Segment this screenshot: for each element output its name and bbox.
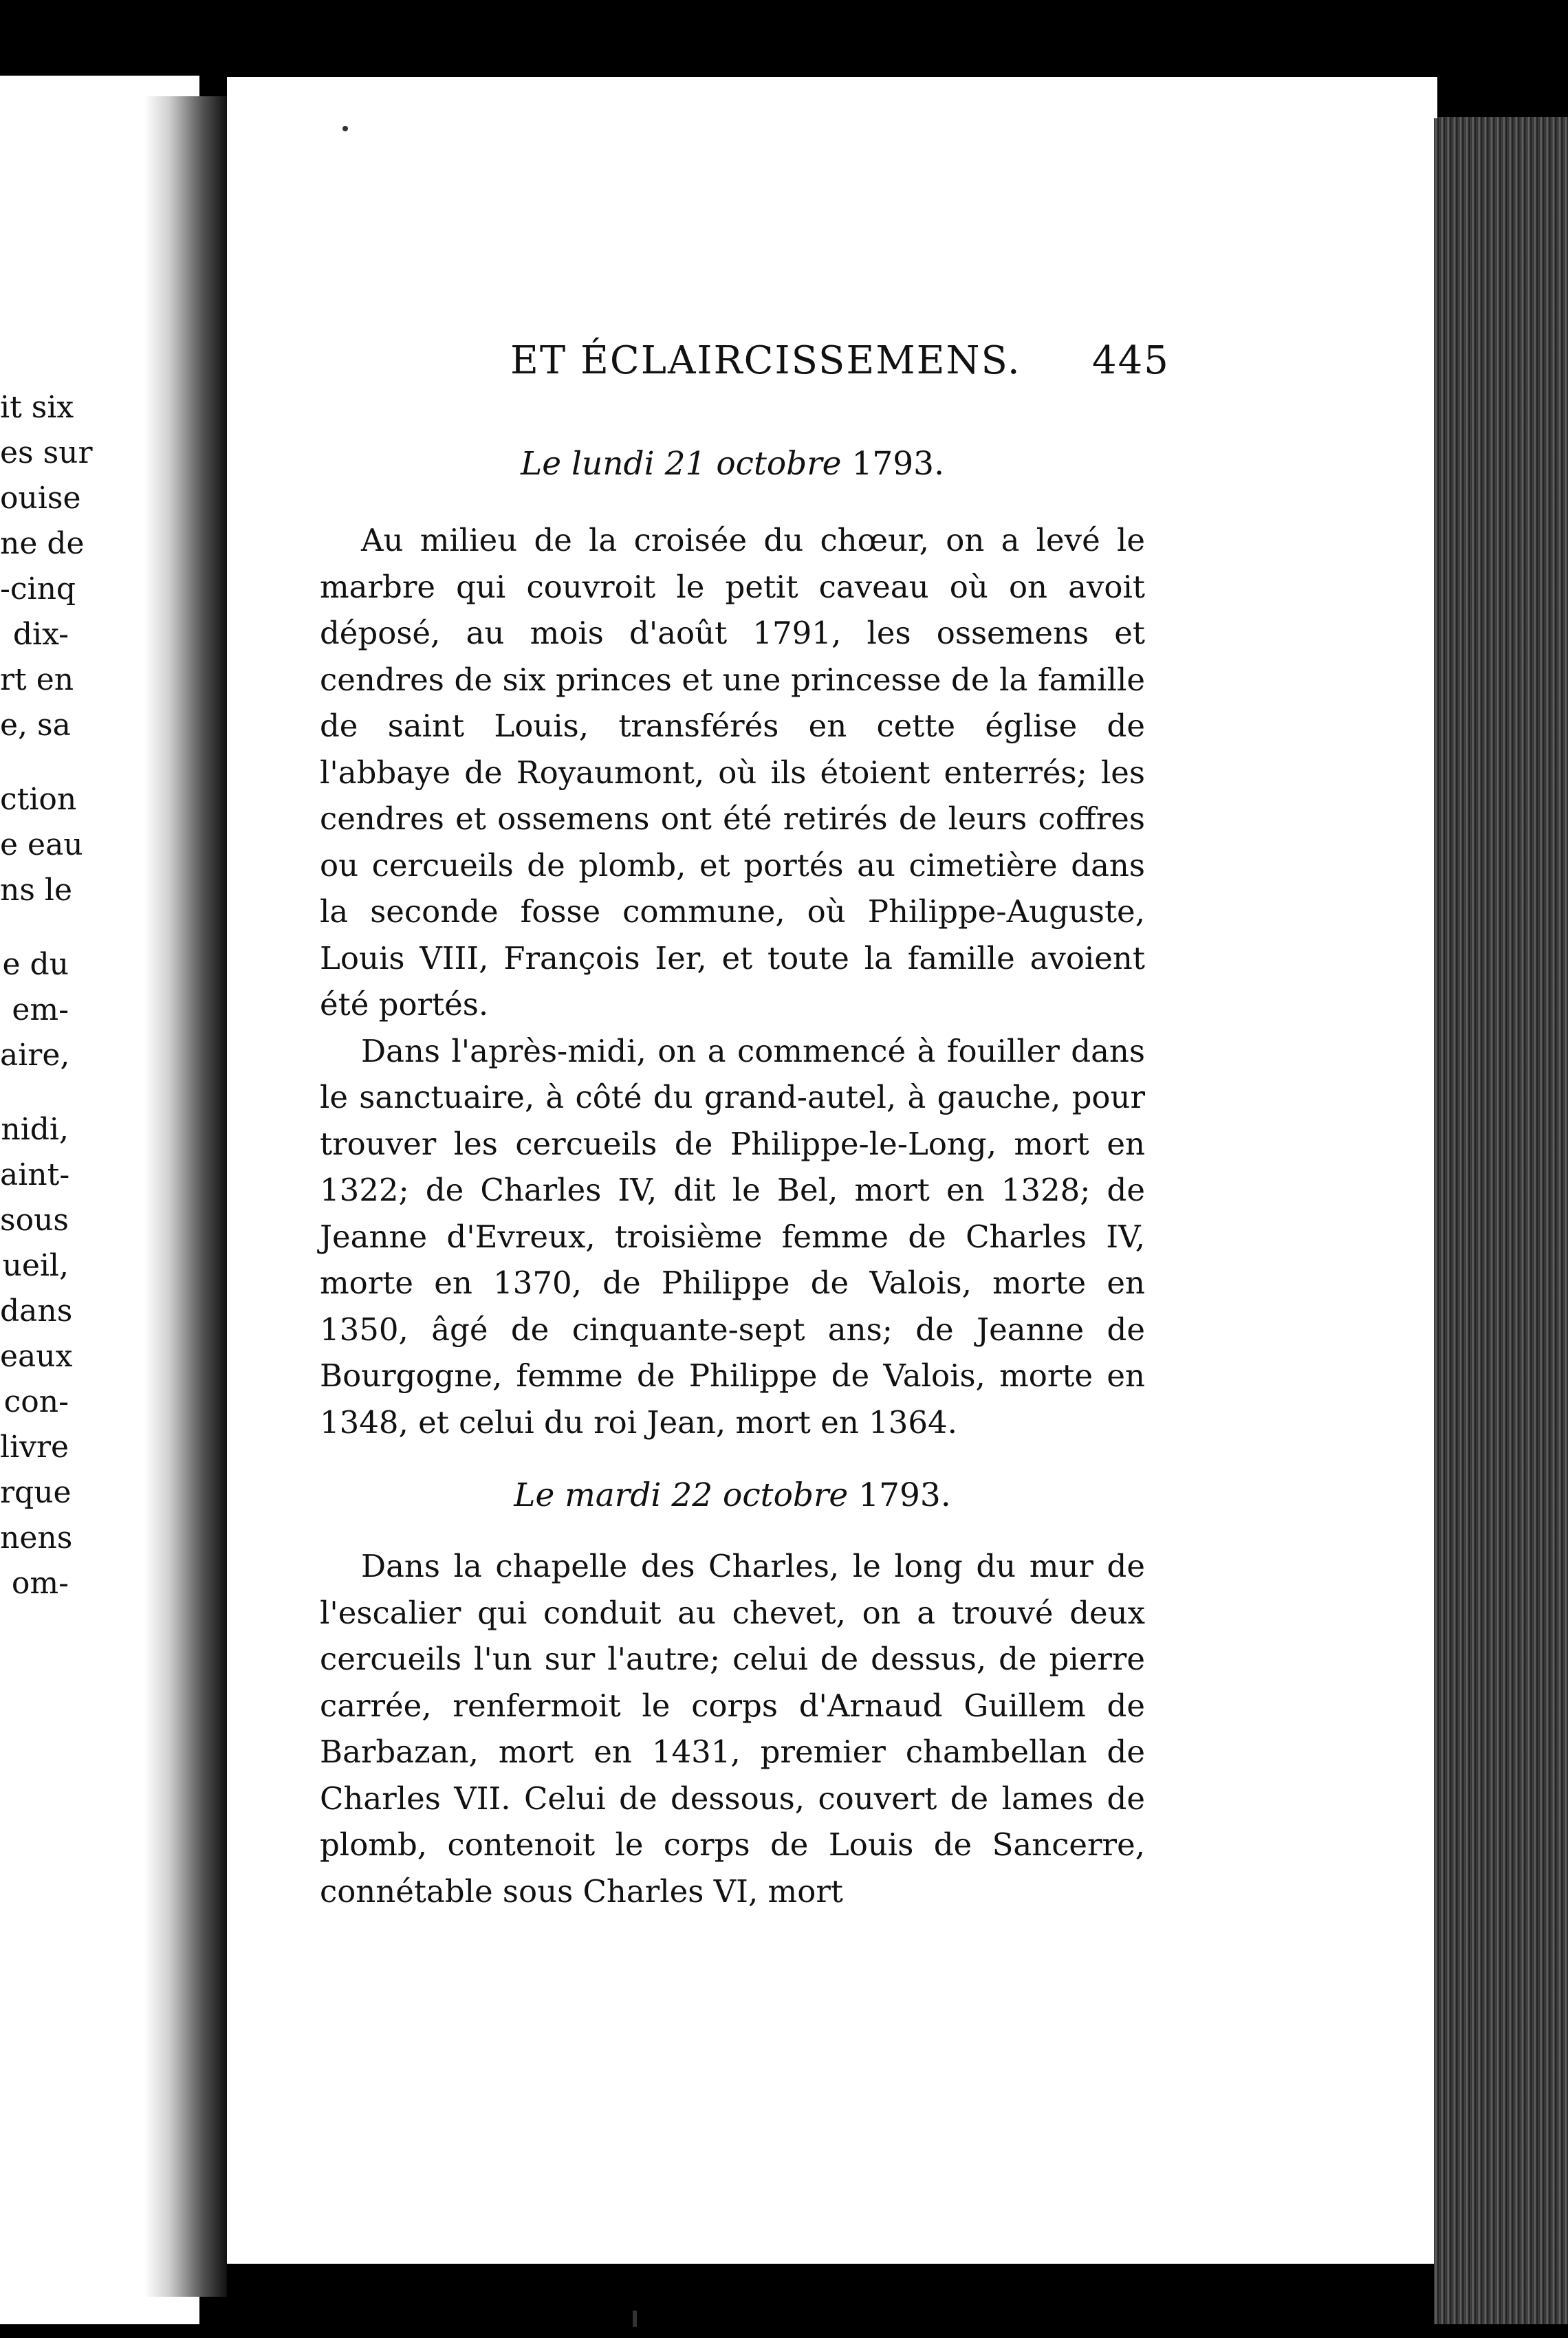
page-top bbox=[234, 77, 1437, 118]
left-fragment: -cinq bbox=[0, 571, 76, 607]
page-body bbox=[320, 440, 1145, 1914]
left-fragment: aint- bbox=[0, 1157, 70, 1192]
left-fragment: ne de bbox=[0, 526, 85, 561]
left-fragment: sous bbox=[0, 1203, 69, 1238]
left-fragment: em- bbox=[12, 992, 69, 1027]
left-fragment: nidi, bbox=[1, 1112, 69, 1147]
left-fragment: aire, bbox=[0, 1038, 70, 1073]
date-year: 1793. bbox=[858, 1476, 951, 1514]
speck bbox=[342, 126, 348, 131]
left-fragment: rque bbox=[0, 1475, 72, 1510]
left-fragment: ouise bbox=[0, 481, 81, 516]
left-fragment: e du bbox=[2, 947, 69, 982]
left-fragment: om- bbox=[11, 1566, 69, 1601]
left-fragment: ns le bbox=[0, 873, 73, 908]
left-fragment: e, sa bbox=[0, 708, 71, 743]
left-fragment: it six bbox=[0, 390, 74, 425]
page-number: 445 bbox=[1092, 338, 1170, 383]
left-fragment: ueil, bbox=[2, 1248, 69, 1283]
left-fragment: e eau bbox=[0, 827, 83, 862]
date-year: 1793. bbox=[851, 445, 945, 483]
left-page-text bbox=[0, 385, 93, 1606]
left-gap bbox=[0, 1078, 69, 1107]
left-gap bbox=[0, 913, 69, 942]
left-fragment: es sur bbox=[0, 435, 93, 470]
left-fragment: dix- bbox=[12, 617, 69, 652]
book-gutter bbox=[144, 96, 227, 2297]
left-fragment: livre bbox=[0, 1430, 69, 1465]
paragraph: Dans la chapelle des Charles, le long du mur de l'escalier qui conduit au chevet, on a trouvé deux cercueils l'un sur l'autre; celui de dessus, de pierre carrée, renfermoit le corps d'Arnaud Guillem de Barbazan, mort en 1431, premier chambellan de Charles VII. Celui de dessous, couvert de lames de plomb, contenoit le corps de Louis de Sancerre, connétable sous Charles VI, mort bbox=[320, 1548, 1145, 1910]
date-text: Le mardi 22 octobre bbox=[514, 1476, 849, 1514]
speck bbox=[633, 2310, 637, 2327]
left-fragment: nens bbox=[0, 1520, 73, 1555]
section-date bbox=[320, 1472, 1145, 1520]
left-fragment: rt en bbox=[0, 662, 74, 697]
left-gap bbox=[0, 748, 69, 777]
left-fragment: con- bbox=[3, 1384, 69, 1419]
left-fragment: ction bbox=[0, 782, 77, 817]
page-edges bbox=[1434, 117, 1568, 2324]
running-title: ET ÉCLAIRCISSEMENS. bbox=[510, 338, 1021, 383]
date-text: Le lundi 21 octobre bbox=[520, 445, 842, 483]
left-fragment: dans bbox=[0, 1293, 73, 1329]
section-date bbox=[320, 440, 1145, 488]
paragraph: Au milieu de la croisée du chœur, on a levé le marbre qui couvroit le petit caveau où on avoit déposé, au mois d'août 1791, les ossemens et cendres de six princes et une princesse de la famille de saint Louis, transférés en cette église de l'abbaye de Royaumont, où ils étoient enterrés; les cendres et ossemens ont été retirés de leurs coffres ou cercueils de plomb, et portés au cimetière dans la seconde fosse commune, où Philippe-Auguste, Louis VIII, François Ier, et toute la famille avoient été portés. bbox=[320, 522, 1145, 1023]
left-fragment: eaux bbox=[0, 1339, 73, 1374]
paragraph: Dans l'après-midi, on a commencé à fouiller dans le sanctuaire, à côté du grand-autel, à gauche, pour trouver les cercueils de Philippe-le-Long, mort en 1322; de Charles IV, dit le Bel, mort en 1328; de Jeanne d'Evreux, troisième femme de Charles IV, morte en 1370, de Philippe de Valois, morte en 1350, âgé de cinquante-sept ans; de Jeanne de Bourgogne, femme de Philippe de Valois, morte en 1348, et celui du roi Jean, mort en 1364. bbox=[320, 1032, 1145, 1441]
